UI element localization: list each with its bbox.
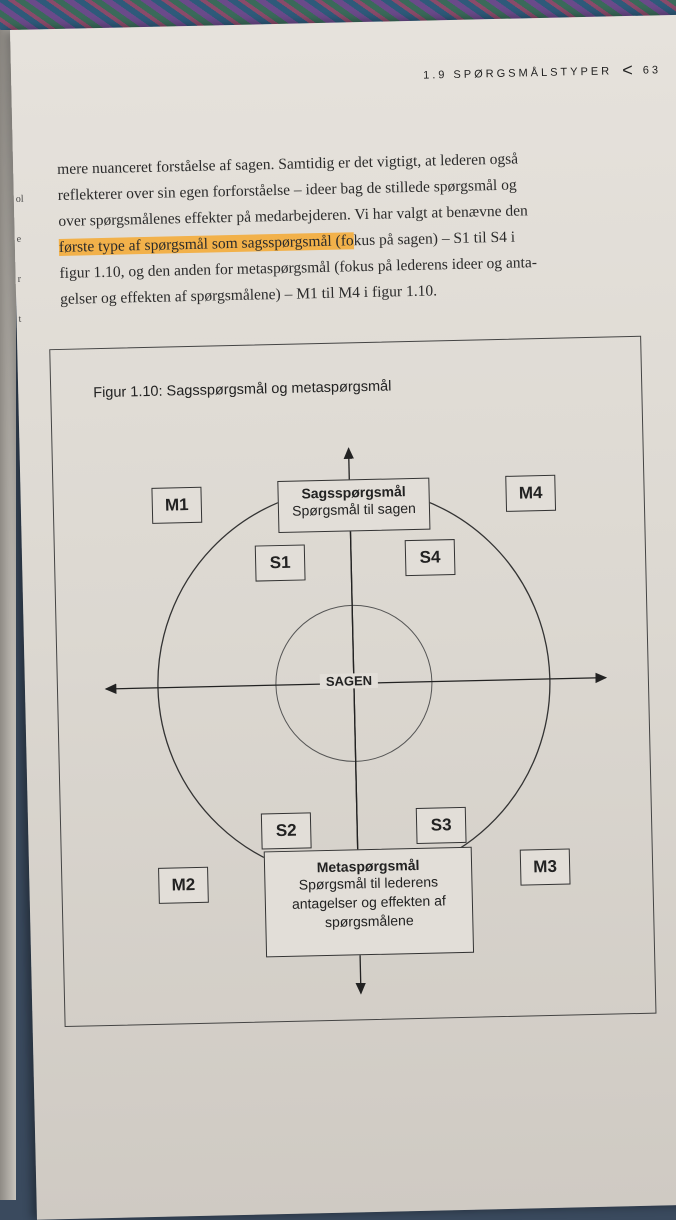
- box-line: antagelser og effekten af: [291, 892, 446, 912]
- book-page: [10, 14, 676, 1219]
- box-subtitle: Spørgsmål til sagen: [291, 499, 416, 519]
- text-line: gelser og effekten af spørgsmålene) – M1 til M4 i figur 1.10.: [59, 282, 438, 308]
- margin-mark: ol: [15, 193, 24, 205]
- metaspoergsmaal-box: [264, 847, 474, 958]
- s1-box: S1: [255, 544, 306, 581]
- arrow-left: [106, 683, 354, 689]
- box-title: Metaspørgsmål: [316, 856, 420, 876]
- figure-frame: [49, 336, 656, 1027]
- section-title: 1.9 SPØRGSMÅLSTYPER: [423, 65, 613, 82]
- text-line: over spørgsmålenes effekter på medarbejderen. Vi har valgt at benævne den: [58, 202, 528, 230]
- body-paragraph: [57, 144, 630, 313]
- margin-mark: r: [17, 273, 22, 285]
- center-label: SAGEN: [320, 673, 379, 689]
- m3-box: M3: [520, 849, 571, 886]
- text-line-rest: kus på sagen) – S1 til S4 i: [353, 228, 516, 250]
- chevron-left-icon: <: [621, 59, 633, 81]
- highlighted-text: første type af spørgsmål som sagsspørgsmål (fo: [58, 232, 354, 256]
- margin-marks: [15, 180, 29, 340]
- m4-box: M4: [505, 475, 556, 512]
- box-line: Spørgsmål til lederens: [298, 873, 439, 893]
- arrow-right: [354, 678, 606, 684]
- text-line: figur 1.10, og den anden for metaspørgsmål (fokus på lederens ideer og anta-: [59, 254, 538, 282]
- text-line: mere nuanceret forståelse af sagen. Samtidig er det vigtigt, at lederen også: [56, 150, 519, 178]
- box-title: Sagsspørgsmål: [301, 483, 406, 502]
- text-line: reflekterer over sin egen forforståelse – ideer bag de stillede spørgsmål og: [57, 176, 517, 204]
- margin-mark: e: [16, 233, 22, 245]
- s2-box: S2: [261, 812, 312, 849]
- s4-box: S4: [405, 539, 456, 576]
- m1-box: M1: [151, 487, 202, 524]
- margin-mark: t: [18, 313, 22, 325]
- s3-box: S3: [416, 807, 467, 844]
- page-number: 63: [642, 64, 662, 77]
- running-header: [423, 57, 661, 83]
- figure-title: Figur 1.10: Sagsspørgsmål og metaspørgsmål: [93, 378, 392, 402]
- box-line: spørgsmålene: [324, 912, 414, 931]
- sagsspoergsmaal-box: [277, 478, 430, 533]
- m2-box: M2: [158, 867, 209, 904]
